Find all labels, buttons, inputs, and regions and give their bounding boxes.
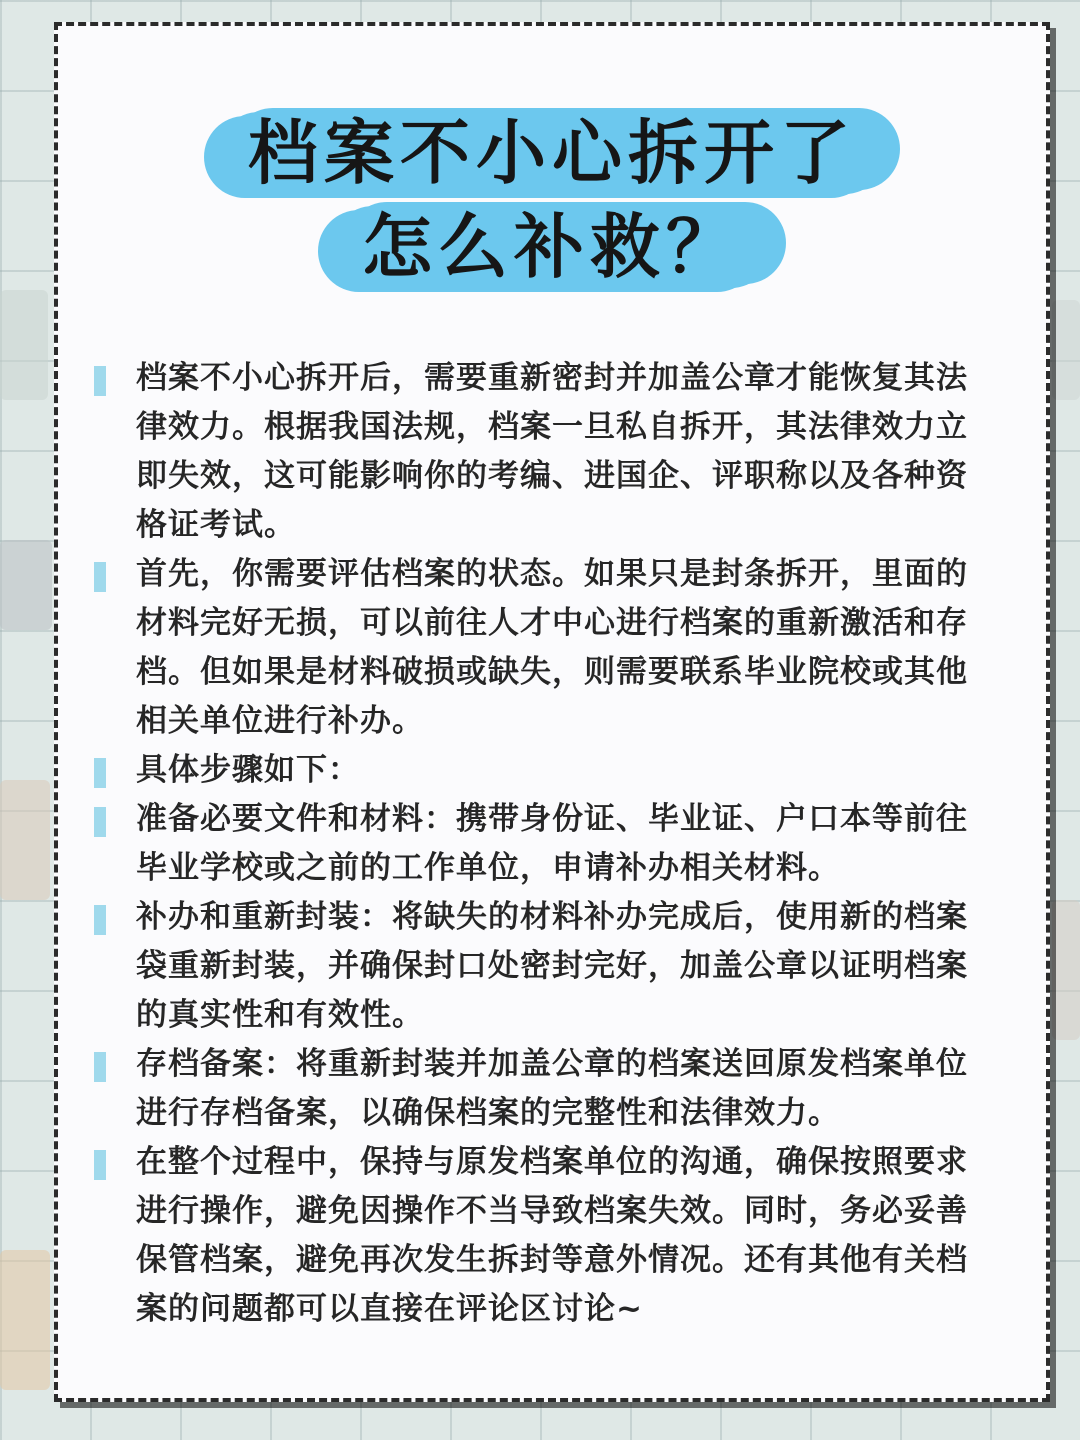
bullet-bar-icon — [94, 758, 106, 788]
paragraph — [94, 1040, 994, 1138]
paragraph — [94, 550, 994, 746]
paragraph-text: 准备必要文件和材料：携带身份证、毕业证、户口本等前往毕业学校或之前的工作单位，申请补办相关材料。 — [136, 801, 968, 886]
bullet-bar-icon — [94, 1052, 106, 1082]
background-decoration — [1052, 900, 1080, 1040]
background-decoration — [0, 1250, 50, 1390]
paragraph-text: 首先，你需要评估档案的状态。如果只是封条拆开，里面的材料完好无损，可以前往人才中心进行档案的重新激活和存档。但如果是材料破损或缺失，则需要联系毕业院校或其他相关单位进行补办。 — [136, 556, 968, 739]
paragraph-text: 在整个过程中，保持与原发档案单位的沟通，确保按照要求进行操作，避免因操作不当导致档案失效。同时，务必妥善保管档案，避免再次发生拆封等意外情况。还有其他有关档案的问题都可以直接在评论区讨论~ — [136, 1144, 968, 1327]
paragraph — [94, 354, 994, 550]
paragraph — [94, 893, 994, 1040]
title-line-1: 档案不小心拆开了 — [248, 112, 856, 194]
bullet-bar-icon — [94, 562, 106, 592]
background-decoration — [0, 780, 50, 900]
paragraph — [94, 1138, 994, 1334]
bullet-bar-icon — [94, 1150, 106, 1180]
paragraph — [94, 795, 994, 893]
paragraph-text: 补办和重新封装：将缺失的材料补办完成后，使用新的档案袋重新封装，并确保封口处密封完好，加盖公章以证明档案的真实性和有效性。 — [136, 899, 968, 1033]
paragraph-text: 档案不小心拆开后，需要重新密封并加盖公章才能恢复其法律效力。根据我国法规，档案一旦私自拆开，其法律效力立即失效，这可能影响你的考编、进国企、评职称以及各种资格证考试。 — [136, 360, 968, 543]
article-body — [94, 354, 994, 1334]
title-line-2-wrap — [332, 198, 772, 296]
background-decoration — [1052, 300, 1080, 400]
paragraph-text: 存档备案：将重新封装并加盖公章的档案送回原发档案单位进行存档备案，以确保档案的完整性和法律效力。 — [136, 1046, 968, 1131]
title-line-1-wrap — [218, 104, 886, 202]
background-decoration — [0, 290, 48, 400]
bullet-bar-icon — [94, 807, 106, 837]
bullet-bar-icon — [94, 366, 106, 396]
bullet-bar-icon — [94, 905, 106, 935]
paragraph-text: 具体步骤如下： — [136, 752, 360, 788]
background-decoration — [0, 540, 52, 630]
paragraph — [94, 746, 994, 795]
title-line-2: 怎么补救？ — [362, 206, 742, 288]
page-title — [58, 104, 1046, 296]
content-card — [54, 22, 1050, 1402]
